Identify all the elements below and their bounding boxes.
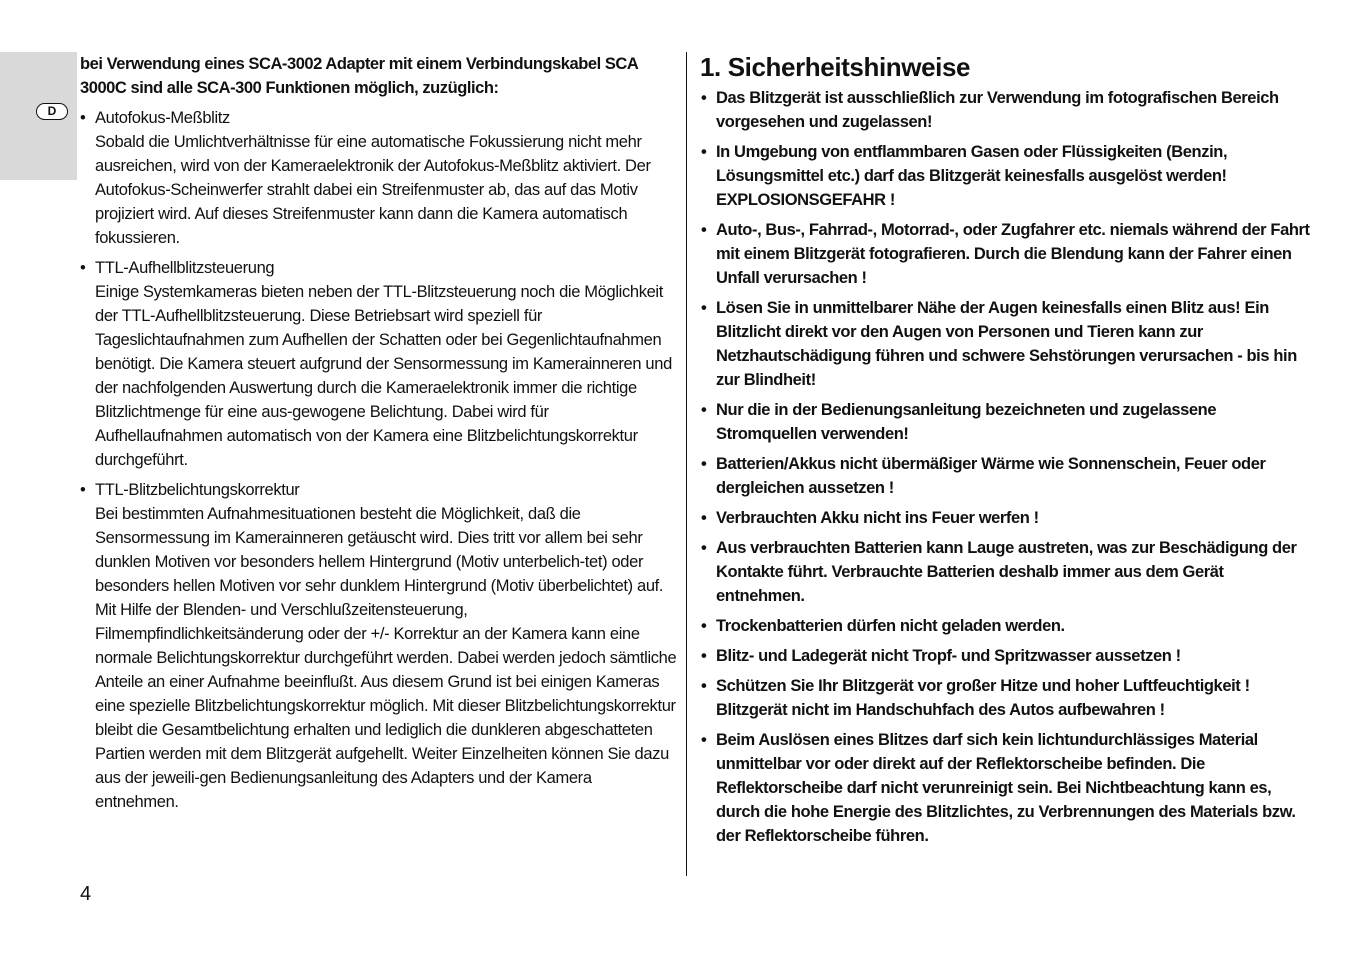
safety-item: • Beim Auslösen eines Blitzes darf sich kein lichtundurchlässiges Material unmittelbar vor oder direkt auf der Reflektorscheibe befinden. Die Reflektorscheibe darf nicht verunreinigt sein. Bei Nichtbeachtung kann es, durch die hohe Energie des Blitzlichtes, zu Verbrennungen des Materials bzw. der Reflektorscheibe führen.: [700, 728, 1312, 848]
feature-item: [80, 106, 678, 250]
language-badge: D: [36, 103, 68, 120]
left-column: [80, 52, 678, 820]
feature-body: Einige Systemkameras bieten neben der TTL-Blitzsteuerung noch die Möglichkeit der TTL-Aufhellblitzsteuerung. Diese Betriebsart wird speziell für Tageslichtaufnahmen zum Aufhellen der Schatten oder bei Gegenlichtaufnahmen benötigt. Die Kamera steuert aufgrund der Sensormessung im Kamerainneren und der nachfolgenden Auswertung durch die Kameraelektronik immer die richtige Blitzlichtmenge für eine aus-gewogene Belichtung. Dabei wird für Aufhellaufnahmen automatisch von der Kamera eine Blitzbelichtungskorrektur durchgeführt.: [95, 283, 672, 469]
intro-text: bei Verwendung eines SCA-3002 Adapter mit einem Verbindungskabel SCA 3000C sind alle SCA-300 Funktionen möglich, zuzüglich:: [80, 55, 638, 97]
safety-item: • In Umgebung von entflammbaren Gasen oder Flüssigkeiten (Benzin, Lösungsmittel etc.) darf das Blitzgerät keinesfalls ausgelöst werden! EXPLOSIONSGEFAHR !: [700, 140, 1312, 212]
safety-item: • Blitz- und Ladegerät nicht Tropf- und Spritzwasser aussetzen !: [700, 644, 1312, 668]
feature-item: [80, 478, 678, 814]
safety-item: • Schützen Sie Ihr Blitzgerät vor großer Hitze und hoher Luftfeuchtigkeit ! Blitzgerät nicht im Handschuhfach des Autos aufbewahren !: [700, 674, 1312, 722]
feature-body: Sobald die Umlichtverhältnisse für eine automatische Fokussierung nicht mehr ausreichen, wird von der Kameraelektronik der Autofokus-Meßblitz aktiviert. Der Autofokus-Scheinwerfer strahlt dabei ein Streifenmuster ab, das auf das Motiv projiziert wird. Auf dieses Streifenmuster kann dann die Kamera automatisch fokussieren.: [95, 133, 651, 247]
safety-list: [700, 86, 1312, 848]
safety-item: • Aus verbrauchten Batterien kann Lauge austreten, was zur Beschädigung der Kontakte führt. Verbrauchte Batterien deshalb immer aus dem Gerät entnehmen.: [700, 536, 1312, 608]
feature-title: TTL-Blitzbelichtungskorrektur: [95, 481, 300, 499]
feature-item: [80, 256, 678, 472]
safety-item: • Lösen Sie in unmittelbarer Nähe der Augen keinesfalls einen Blitz aus! Ein Blitzlicht direkt vor den Augen von Personen und Tieren kann zur Netzhautschädigung führen und schwere Sehstörungen verursachen - bis hin zur Blindheit!: [700, 296, 1312, 392]
section-title: 1. Sicherheitshinweise: [700, 52, 971, 82]
bullet-icon: •: [80, 109, 86, 127]
right-column: [700, 50, 1312, 854]
safety-item: • Auto-, Bus-, Fahrrad-, Motorrad-, oder Zugfahrer etc. niemals während der Fahrt mit einem Blitzgerät fotografieren. Durch die Blendung kann der Fahrer einen Unfall verursachen !: [700, 218, 1312, 290]
feature-body: Bei bestimmten Aufnahmesituationen besteht die Möglichkeit, daß die Sensormessung im Kamerainneren getäuscht wird. Dies tritt vor allem bei sehr dunklen Motiven vor besonders hellem Hintergrund (Motiv unterbelich-tet) oder besonders hellen Motiven vor sehr dunklem Hintergrund (Motiv überbelichtet) auf. Mit Hilfe der Blenden- und Verschlußzeitensteuerung, Filmempfindlichkeitsänderung oder der +/- Korrektur an der Kamera kann eine normale Belichtungskorrektur durchgeführt werden. Dabei werden jedoch sämtliche Anteile an einer Aufnahme beeinflußt. Aus diesem Grund ist bei einigen Kameras eine spezielle Blitzbelichtungskorrektur möglich. Mit dieser Blitzbelichtungskorrektur bleibt die Gesamtbelichtung erhalten und lediglich die dunkleren abgeschatteten Partien werden mit dem Blitzgerät aufgehellt. Weiter Einzelheiten können Sie dazu aus der jeweili-gen Bedienungsanleitung des Adapters und der Kamera entnehmen.: [95, 505, 677, 811]
bullet-icon: •: [80, 481, 86, 499]
safety-item: • Nur die in der Bedienungsanleitung bezeichneten und zugelassene Stromquellen verwenden!: [700, 398, 1312, 446]
column-divider: [686, 52, 687, 876]
safety-item: • Trockenbatterien dürfen nicht geladen werden.: [700, 614, 1312, 638]
safety-item: • Batterien/Akkus nicht übermäßiger Wärme wie Sonnenschein, Feuer oder dergleichen aussetzen !: [700, 452, 1312, 500]
feature-title: Autofokus-Meßblitz: [95, 109, 230, 127]
page-number: 4: [80, 883, 92, 905]
bullet-icon: •: [80, 259, 86, 277]
safety-item: • Verbrauchten Akku nicht ins Feuer werfen !: [700, 506, 1312, 530]
safety-item: • Das Blitzgerät ist ausschließlich zur Verwendung im fotografischen Bereich vorgesehen und zugelassen!: [700, 86, 1312, 134]
feature-title: TTL-Aufhellblitzsteuerung: [95, 259, 275, 277]
